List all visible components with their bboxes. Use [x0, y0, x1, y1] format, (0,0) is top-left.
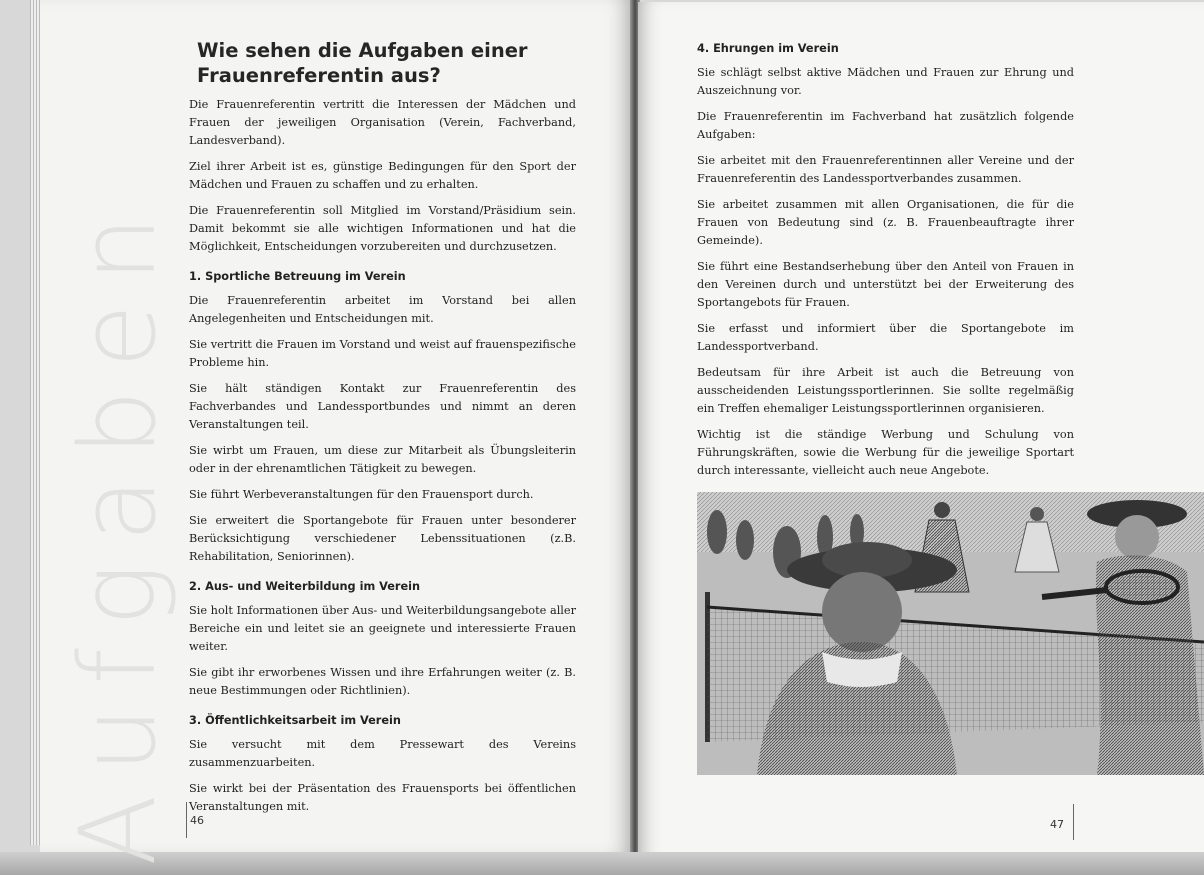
section-heading: 2. Aus- und Weiterbildung im Verein — [189, 580, 421, 593]
section-heading: 1. Sportliche Betreuung im Verein — [189, 270, 406, 283]
paragraph: Sie holt Informationen über Aus- und Weiterbildungsangebote aller Bereiche ein und leitet sie an geeignete und interessierte Frauen weiter. — [189, 604, 576, 653]
paragraph: Sie schlägt selbst aktive Mädchen und Frauen zur Ehrung und Auszeichnung vor. — [697, 66, 1074, 97]
paragraph: Sie führt Werbeveranstaltungen für den Frauensport durch. — [189, 488, 534, 501]
paragraph: Sie versucht mit dem Pressewart des Vereins zusammenzuarbeiten. — [189, 738, 576, 769]
paragraph: Ziel ihrer Arbeit ist es, günstige Bedingungen für den Sport der Mädchen und Frauen zu schaffen und zu erhalten. — [189, 160, 576, 191]
paragraph: Die Frauenreferentin arbeitet im Vorstand bei allen Angelegenheiten und Entscheidungen mit. — [189, 294, 576, 325]
paragraph: Sie arbeitet mit den Frauenreferentinnen aller Vereine und der Frauenreferentin des Landessportverbandes zusammen. — [697, 154, 1074, 185]
paragraph: Die Frauenreferentin im Fachverband hat zusätzlich folgende Aufgaben: — [697, 110, 1074, 141]
paragraph: Sie wirbt um Frauen, um diese zur Mitarbeit als Übungsleiterin oder in der ehrenamtlichen Tätigkeit zu bewegen. — [189, 444, 576, 475]
paragraph: Die Frauenreferentin vertritt die Interessen der Mädchen und Frauen der jeweiligen Organisation (Verein, Fachverband, Landesverband). — [189, 98, 576, 147]
right-text-column — [697, 40, 1074, 488]
left-text-column — [189, 38, 576, 824]
section-heading: 3. Öffentlichkeitsarbeit im Verein — [189, 714, 401, 727]
page-number-left: 46 — [190, 814, 204, 827]
tennis-engraving — [697, 492, 1204, 775]
paragraph: Bedeutsam für ihre Arbeit ist auch die Betreuung von ausscheidenden Leistungssportlerinnen. Sie sollte regelmäßig ein Treffen ehemaliger Leistungssportlerinnen organisieren. — [697, 366, 1074, 415]
section-heading: 4. Ehrungen im Verein — [697, 42, 839, 55]
page-title: Wie sehen die Aufgaben einer Frauenreferentin aus? — [197, 39, 528, 87]
paragraph: Sie vertritt die Frauen im Vorstand und weist auf frauenspezifische Probleme hin. — [189, 338, 576, 369]
paragraph: Die Frauenreferentin soll Mitglied im Vorstand/Präsidium sein. Damit bekommt sie alle wichtigen Informationen und hat die Möglichkeit, Entscheidungen vorzubereiten und durchzusetzen. — [189, 204, 576, 253]
page-number-rule — [186, 802, 187, 838]
paragraph: Sie wirkt bei der Präsentation des Frauensports bei öffentlichen Veranstaltungen mit. — [189, 782, 576, 813]
paragraph: Sie erweitert die Sportangebote für Frauen unter besonderer Berücksichtigung verschiedener Lebenssituationen (z.B. Rehabilitation, Seniorinnen). — [189, 514, 576, 563]
paragraph: Sie führt eine Bestandserhebung über den Anteil von Frauen in den Vereinen durch und unterstützt bei der Erweiterung des Sportangebots für Frauen. — [697, 260, 1074, 309]
paragraph: Sie erfasst und informiert über die Sportangebote im Landessportverband. — [697, 322, 1074, 353]
paragraph: Sie hält ständigen Kontakt zur Frauenreferentin des Fachverbandes und Landessportbundes und nimmt an deren Veranstaltungen teil. — [189, 382, 576, 431]
paragraph: Wichtig ist die ständige Werbung und Schulung von Führungskräften, sowie die Werbung für die jeweilige Sportart durch interessante, vielleicht auch neue Angebote. — [697, 428, 1074, 477]
vertical-chapter-word: Aufgaben — [57, 194, 179, 866]
paragraph: Sie gibt ihr erworbenes Wissen und ihre Erfahrungen weiter (z. B. neue Bestimmungen oder Richtlinien). — [189, 666, 576, 697]
page-number-rule — [1073, 804, 1074, 840]
paragraph: Sie arbeitet zusammen mit allen Organisationen, die für die Frauen von Bedeutung sind (z. B. Frauenbeauftragte ihrer Gemeinde). — [697, 198, 1074, 247]
page-number-right: 47 — [1050, 818, 1064, 831]
scanner-bed — [0, 852, 1204, 875]
tennis-illustration — [697, 492, 1204, 775]
